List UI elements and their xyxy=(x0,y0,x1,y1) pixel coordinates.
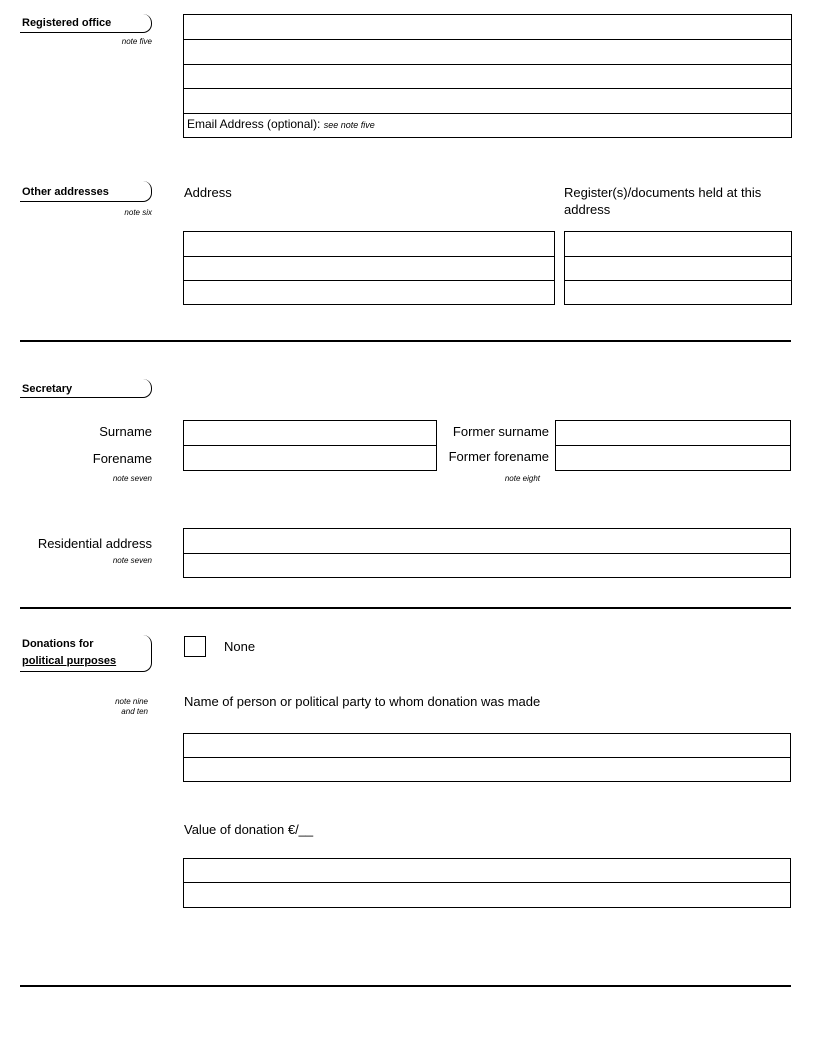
donations-note-line-1: note nine xyxy=(115,697,148,706)
registers-held-line-1[interactable] xyxy=(564,231,792,257)
registered-office-line-3[interactable] xyxy=(183,64,792,89)
surname-label: Surname xyxy=(99,424,152,439)
registered-office-line-2[interactable] xyxy=(183,39,792,65)
section-heading-donations xyxy=(20,635,152,672)
residential-address-note: note seven xyxy=(112,556,152,565)
forename-field[interactable] xyxy=(183,445,437,471)
registered-office-note: note five xyxy=(121,37,152,46)
section-heading-other-addresses: Other addresses xyxy=(20,181,152,202)
other-addresses-note: note six xyxy=(124,208,152,217)
registers-column-header: Register(s)/documents held at this address xyxy=(564,185,762,217)
email-address-label xyxy=(187,117,375,132)
donation-value-label: Value of donation €/__ xyxy=(184,822,314,837)
former-surname-label: Former surname xyxy=(452,424,549,439)
email-label-note: see note five xyxy=(323,120,375,130)
registered-office-line-1[interactable] xyxy=(183,14,792,40)
residential-address-line-2[interactable] xyxy=(183,553,791,578)
donations-note-line-2: and ten xyxy=(121,707,148,716)
former-names-note: note eight xyxy=(504,474,540,483)
other-address-line-3[interactable] xyxy=(183,280,555,305)
email-label-text: Email Address (optional): xyxy=(187,117,321,131)
former-forename-label: Former forename xyxy=(448,449,549,464)
donation-recipient-line-2[interactable] xyxy=(183,757,791,782)
registers-held-line-2[interactable] xyxy=(564,256,792,281)
former-surname-field[interactable] xyxy=(555,420,791,446)
section-heading-registered-office: Registered office xyxy=(20,14,152,33)
section-divider xyxy=(20,607,791,609)
residential-address-label: Residential address xyxy=(37,536,152,551)
section-divider xyxy=(20,985,791,987)
donation-value-line-2[interactable] xyxy=(183,882,791,908)
surname-field[interactable] xyxy=(183,420,437,446)
former-forename-field[interactable] xyxy=(555,445,791,471)
donations-heading-line-1: Donations for xyxy=(22,638,94,650)
none-label: None xyxy=(224,639,256,654)
residential-address-line-1[interactable] xyxy=(183,528,791,554)
donations-heading-line-2: political purposes xyxy=(22,655,117,667)
forename-label: Forename xyxy=(92,451,152,466)
donations-note xyxy=(60,697,148,717)
section-heading-secretary: Secretary xyxy=(20,379,152,398)
section-divider xyxy=(20,340,791,342)
donation-recipient-line-1[interactable] xyxy=(183,733,791,758)
forename-note: note seven xyxy=(112,474,152,483)
other-address-line-2[interactable] xyxy=(183,256,555,281)
address-column-header: Address xyxy=(184,185,232,200)
donation-value-line-1[interactable] xyxy=(183,858,791,883)
registers-held-line-3[interactable] xyxy=(564,280,792,305)
none-checkbox[interactable] xyxy=(184,636,206,657)
registered-office-line-4[interactable] xyxy=(183,88,792,114)
other-address-line-1[interactable] xyxy=(183,231,555,257)
donation-recipient-label: Name of person or political party to whom donation was made xyxy=(184,694,541,709)
